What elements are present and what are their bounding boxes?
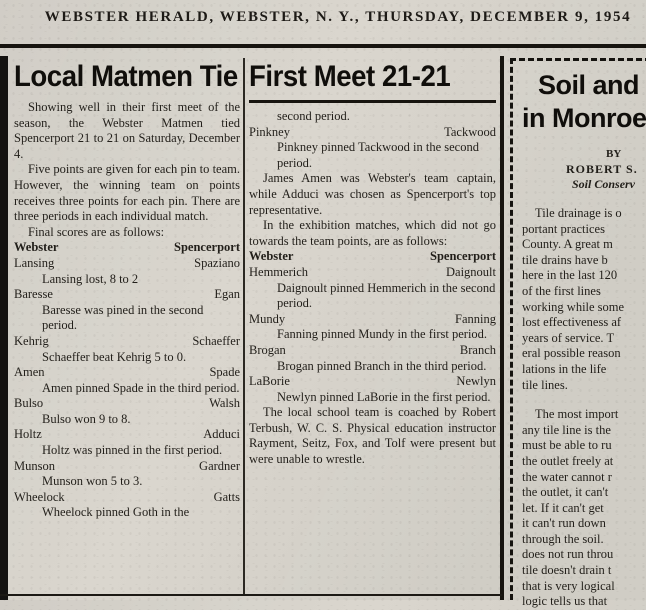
article-bottom-rule xyxy=(0,594,502,596)
side-paragraph-2 xyxy=(522,407,646,610)
match-result: Bulso won 9 to 8. xyxy=(42,411,131,426)
match-result: Lansing lost, 8 to 2 xyxy=(42,271,139,286)
headline-local-matmen: Local Matmen Tie xyxy=(14,60,238,93)
side-body-line: tile doesn't drain t xyxy=(522,563,612,578)
side-body-line: any tile line is the xyxy=(522,422,611,437)
match-home-name: Bulso xyxy=(14,396,44,411)
score-header xyxy=(14,240,240,256)
match-away-name: Adduci xyxy=(203,427,240,442)
match-home-name: Kehrig xyxy=(14,333,49,348)
match-home-name: Hemmerich xyxy=(249,264,309,279)
match-home-name: LaBorie xyxy=(249,374,290,389)
match-row xyxy=(14,256,240,272)
continuation-line: second period. xyxy=(277,109,350,123)
column-divider-2 xyxy=(500,56,504,600)
column-divider-1 xyxy=(243,58,245,596)
side-body-line: eral possible reason xyxy=(522,346,621,361)
match-result: Fanning pinned Mundy in the first period. xyxy=(277,327,488,342)
side-body-line: that is very logical xyxy=(522,578,615,593)
side-body-line: the outlet freely at xyxy=(522,453,614,468)
match-row xyxy=(14,334,240,350)
match-row xyxy=(14,459,240,475)
match-row xyxy=(249,312,496,328)
final-scores-label: Final scores are as follows: xyxy=(28,224,165,239)
side-body-line: here in the last 120 xyxy=(522,268,618,283)
side-article-soil xyxy=(510,58,646,609)
side-body-line: working while some xyxy=(522,299,625,314)
match-result: Schaeffer beat Kehrig 5 to 0. xyxy=(42,349,187,364)
side-headline-line2: in Monroe xyxy=(522,103,646,133)
paragraph-coach: The local school team is coached by Robert Terbush, W. C. S. Physical education instructor Rayment, Seitz, Fox, and Tolf were present but were unable to wrestle. xyxy=(249,405,496,467)
match-row xyxy=(249,265,496,281)
match-home-name: Pinkney xyxy=(249,124,290,139)
score-header-home: Webster xyxy=(249,249,294,264)
match-home-name: Amen xyxy=(14,365,45,380)
match-away-name: Spade xyxy=(209,365,240,380)
match-row xyxy=(249,343,496,359)
newspaper-masthead: WEBSTER HERALD, WEBSTER, N. Y., THURSDAY, DECEMBER 9, 1954 xyxy=(44,9,632,25)
match-home-name: Baresse xyxy=(14,287,53,302)
side-body-line: tile lines. xyxy=(522,377,568,392)
match-result: Munson won 5 to 3. xyxy=(42,474,143,489)
byline-author-name: ROBERT S. xyxy=(566,162,638,176)
match-away-name: Egan xyxy=(214,287,240,302)
side-body-line: lost effectiveness af xyxy=(522,315,622,330)
score-header-away: Spencerport xyxy=(174,240,240,255)
side-body-line: it can't run down xyxy=(522,516,606,531)
paragraph-exhibition: In the exhibition matches, which did not go towards the team points, are as follows: xyxy=(249,218,496,248)
match-away-name: Gardner xyxy=(199,458,240,473)
match-home-name: Wheelock xyxy=(14,489,65,504)
side-body-line: The most import xyxy=(535,407,619,422)
side-body-line: must be able to ru xyxy=(522,438,612,453)
side-body-line: let. If it can't get xyxy=(522,500,604,515)
match-row xyxy=(14,490,240,506)
paragraph-points: Five points are given for each pin to team. However, the winning team on points receives three points for each pin. There are three periods in each individual match. xyxy=(14,162,240,224)
match-home-name: Munson xyxy=(14,458,55,473)
score-header xyxy=(249,249,496,265)
side-body-line: tile drains have b xyxy=(522,252,608,267)
match-row xyxy=(249,125,496,141)
match-away-name: Daignoult xyxy=(446,264,496,279)
match-away-name: Fanning xyxy=(455,311,496,326)
score-header-home: Webster xyxy=(14,240,59,255)
match-away-name: Schaeffer xyxy=(192,333,240,348)
byline-by-label: BY xyxy=(606,148,622,160)
match-home-name: Brogan xyxy=(249,342,286,357)
match-result: Pinkney pinned Tackwood in the second period. xyxy=(277,140,479,170)
match-home-name: Holtz xyxy=(14,427,42,442)
match-away-name: Walsh xyxy=(209,396,240,411)
side-body-line: lations in the life xyxy=(522,361,607,376)
match-home-name: Mundy xyxy=(249,311,286,326)
side-body-line: portant practices xyxy=(522,221,605,236)
match-home-name: Lansing xyxy=(14,255,55,270)
match-row xyxy=(14,287,240,303)
match-result: Baresse was pined in the second period. xyxy=(42,302,204,333)
score-header-away: Spencerport xyxy=(430,249,496,264)
byline-author-title: Soil Conserv xyxy=(572,177,636,191)
match-away-name: Gatts xyxy=(213,489,240,504)
match-result: Wheelock pinned Goth in the xyxy=(42,505,190,520)
side-body-line: of the first lines xyxy=(522,283,601,298)
side-body-line: County. A great m xyxy=(522,237,613,252)
side-body-line: the outlet, it can't xyxy=(522,485,609,500)
paragraph-intro: Showing well in their first meet of the season, the Webster Matmen tied Spencerport 21 to 21 on Saturday, December 4. xyxy=(14,100,240,161)
left-edge-bar xyxy=(0,56,8,600)
side-body-line: the water cannot r xyxy=(522,469,612,484)
match-result: Daignoult pinned Hemmerich in the second period. xyxy=(277,280,496,311)
match-result: Amen pinned Spade in the third period. xyxy=(42,380,240,395)
side-body-line: does not run throu xyxy=(522,547,614,562)
headline-underline-rule xyxy=(249,100,496,103)
match-result: Holtz was pinned in the first period. xyxy=(42,443,223,458)
article-column-1 xyxy=(14,56,240,521)
match-away-name: Branch xyxy=(459,342,496,357)
side-body-line: through the soil. xyxy=(522,531,604,546)
match-row xyxy=(249,374,496,390)
side-body-line: Tile drainage is o xyxy=(535,206,622,220)
match-away-name: Spaziano xyxy=(194,255,240,270)
paragraph-captain: James Amen was Webster's team captain, while Adduci was chosen as Spencerport's top representative. xyxy=(249,171,496,217)
side-headline-line1: Soil and xyxy=(538,70,640,100)
match-row xyxy=(14,427,240,443)
side-paragraph-1 xyxy=(522,206,646,393)
match-result: Newlyn pinned LaBorie in the first period. xyxy=(277,389,491,404)
article-column-2 xyxy=(249,56,496,468)
side-body-line: logic tells us that xyxy=(522,594,608,609)
side-body-line: years of service. T xyxy=(522,330,615,345)
match-result: Brogan pinned Branch in the third period. xyxy=(277,358,487,373)
match-away-name: Tackwood xyxy=(444,124,496,139)
match-away-name: Newlyn xyxy=(456,374,496,389)
headline-first-meet: First Meet 21-21 xyxy=(249,60,451,93)
match-row xyxy=(14,365,240,381)
match-row xyxy=(14,396,240,412)
masthead-rule xyxy=(0,44,646,48)
